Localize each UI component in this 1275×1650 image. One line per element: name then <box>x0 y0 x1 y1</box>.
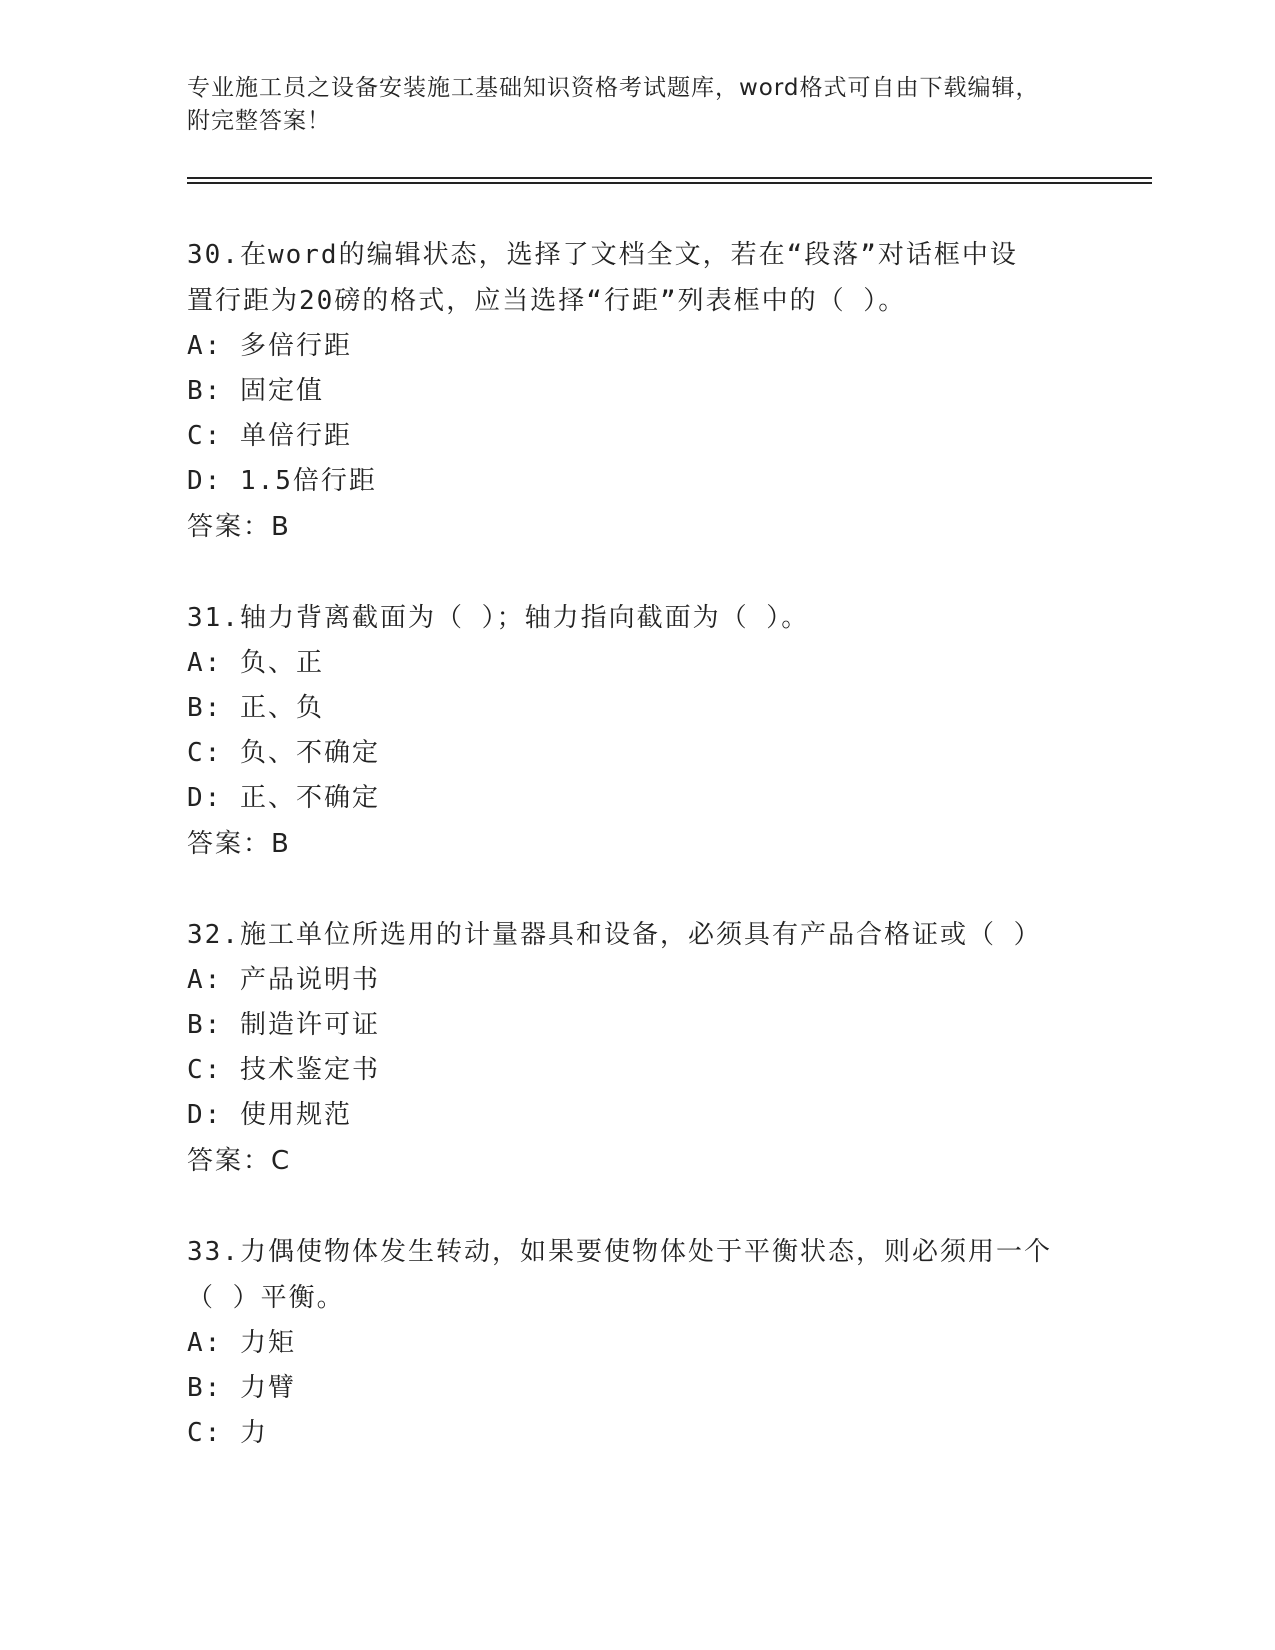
option-b: B: 力臂 <box>187 1373 296 1403</box>
option-b: B: 固定值 <box>187 376 324 406</box>
question-30 <box>187 232 1087 550</box>
option-a: A: 力矩 <box>187 1328 296 1358</box>
option-a: A: 负、正 <box>187 648 324 678</box>
option-b: B: 正、负 <box>187 693 324 723</box>
answer: 答案：C <box>187 1146 292 1176</box>
answer: 答案：B <box>187 829 291 859</box>
spacer <box>187 550 1087 595</box>
option-c: C: 力 <box>187 1418 268 1448</box>
option-d: D: 1.5倍行距 <box>187 466 377 496</box>
question-text-line: 置行距为20磅的格式，应当选择“行距”列表框中的（ ）。 <box>187 286 907 316</box>
question-32 <box>187 912 1087 1184</box>
question-33 <box>187 1229 1087 1456</box>
header-divider-bottom <box>187 182 1152 184</box>
option-d: D: 使用规范 <box>187 1100 352 1130</box>
question-text-line: 33.力偶使物体发生转动，如果要使物体处于平衡状态，则必须用一个 <box>187 1237 1052 1267</box>
question-text-line: 32.施工单位所选用的计量器具和设备，必须具有产品合格证或（ ） <box>187 920 1042 950</box>
option-a: A: 产品说明书 <box>187 965 380 995</box>
option-c: C: 技术鉴定书 <box>187 1055 380 1085</box>
document-header <box>187 72 1087 138</box>
question-text-line: 31.轴力背离截面为（ ）；轴力指向截面为（ ）。 <box>187 603 810 633</box>
question-text-line: （ ）平衡。 <box>187 1283 345 1313</box>
question-list <box>187 232 1087 1456</box>
spacer <box>187 1184 1087 1229</box>
option-b: B: 制造许可证 <box>187 1010 380 1040</box>
question-31 <box>187 595 1087 867</box>
option-c: C: 单倍行距 <box>187 421 352 451</box>
header-line-1: 专业施工员之设备安装施工基础知识资格考试题库，word格式可自由下载编辑， <box>187 75 1040 101</box>
answer: 答案：B <box>187 512 291 542</box>
option-a: A: 多倍行距 <box>187 331 352 361</box>
option-c: C: 负、不确定 <box>187 738 380 768</box>
header-line-2: 附完整答案！ <box>187 108 331 134</box>
spacer <box>187 867 1087 912</box>
header-divider-top <box>187 177 1152 179</box>
question-text-line: 30.在word的编辑状态，选择了文档全文，若在“段落”对话框中设 <box>187 240 1018 270</box>
option-d: D: 正、不确定 <box>187 783 380 813</box>
